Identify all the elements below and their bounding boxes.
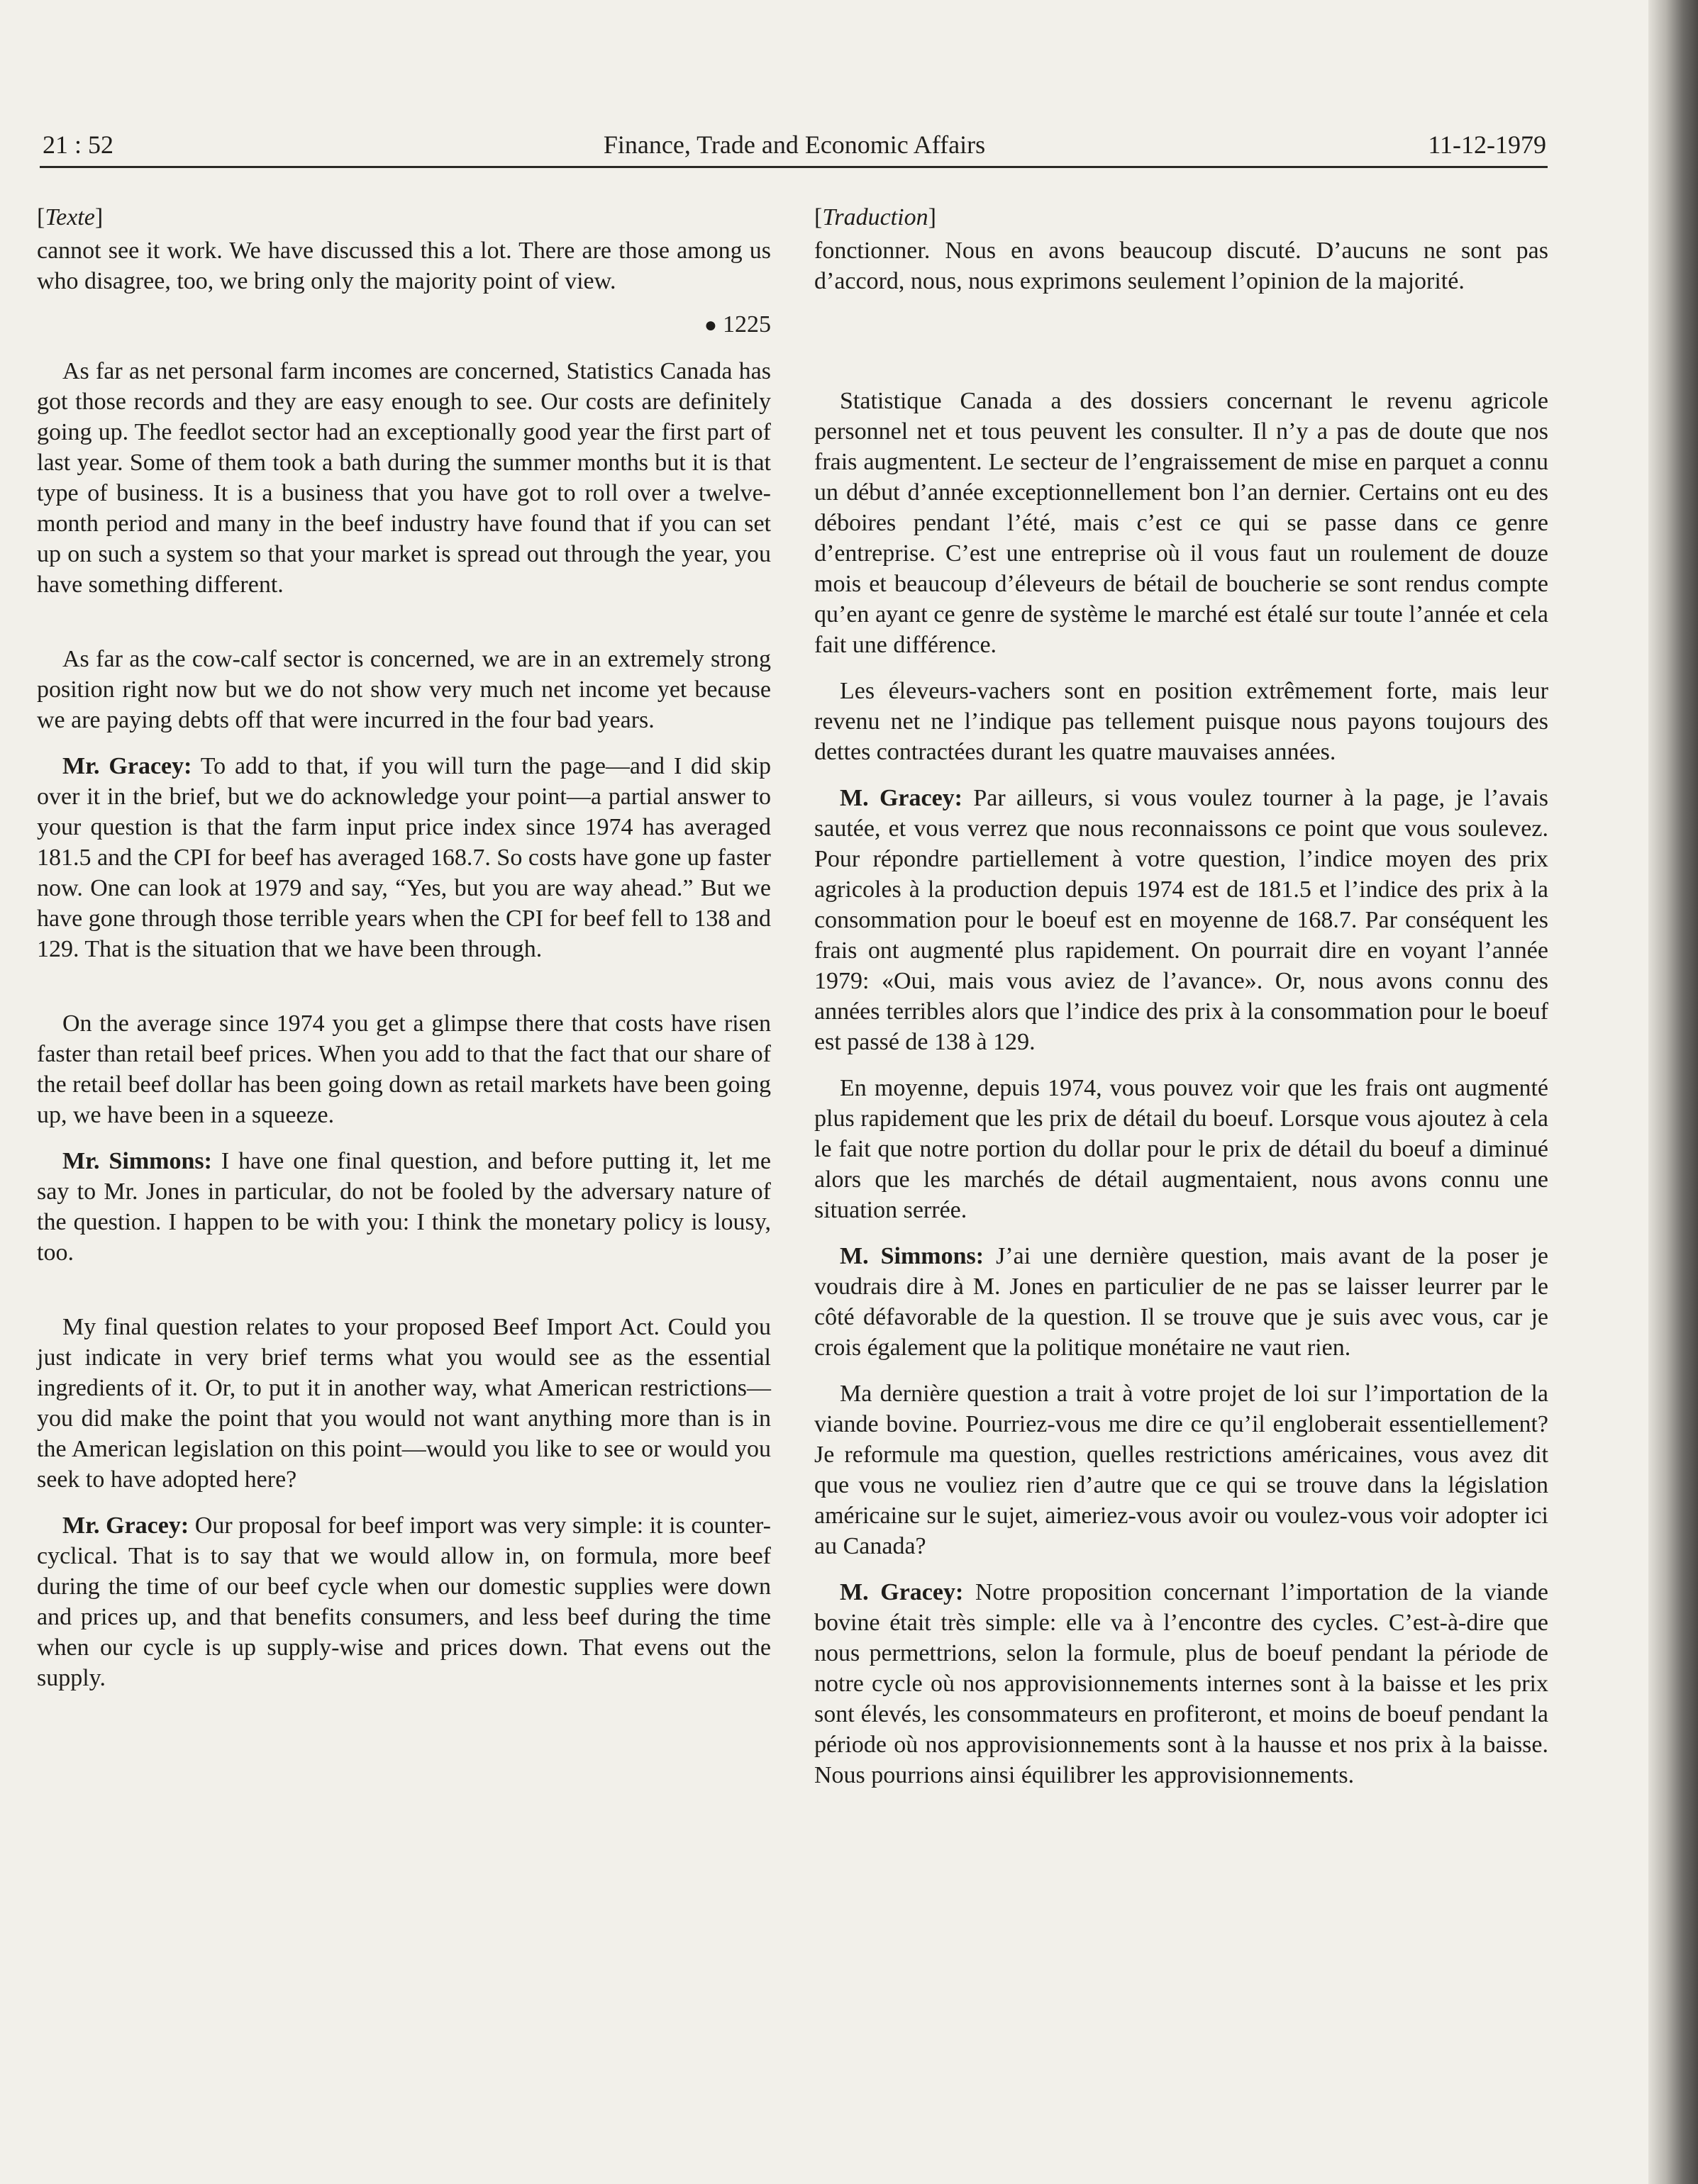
speaker-paragraph: M. Gracey: Notre proposition concernant l’importation de la viande bovine était très simple: elle va à l’encontre des cycles. C’est-à-dire que nous permettrions, selon la formule, plus de boeuf pendant la période de notre cycle où nos approvisionnements internes sont à la baisse et les prix sont élevés, les consommateurs en profiteront, et moins de boeuf pendant la période où nos approvisionnements sont à la hausse et nos prix à la baisse. Nous pourrions ainsi équilibrer les approvisionnements. (814, 1579, 1548, 1788)
paragraph: My final question relates to your proposed Beef Import Act. Could you just indicate in very brief terms what you would see as the essential ingredients of it. Or, to put it in another way, what American restrictions—you did make the point that you would not want anything more than is in the American legislation on this point—would you like to see or would you seek to have adopted here? (37, 1314, 771, 1493)
header-date: 11-12-1979 (1428, 130, 1546, 159)
paragraph: En moyenne, depuis 1974, vous pouvez voir que les frais ont augmenté plus rapidement que les prix de détail du boeuf. Lorsque vous ajoutez à cela le fait que notre portion du dollar pour le prix de détail du boeuf a diminué alors que les marchés de détail augmentaient, nous avons connu une situation serrée. (814, 1075, 1548, 1223)
speaker-name: M. Simmons: (840, 1243, 984, 1269)
bullet-icon: ● (704, 313, 717, 337)
paragraph: As far as net personal farm incomes are concerned, Statistics Canada has got those records and they are easy enough to see. Our costs are definitely going up. The feedlot sector had an exceptionally good year the first part of last year. Some of them took a bath during the summer months but it is that type of business. It is a business that you have got to roll over a twelve-month period and many in the beef industry have found that if you can set up on such a system so that your market is spread out through the year, you have something different. (37, 358, 771, 598)
speaker-name: Mr. Gracey: (62, 753, 192, 779)
paragraph: On the average since 1974 you get a glimpse there that costs have risen faster than retail beef prices. When you add to that the fact that our share of the retail beef dollar has been going down as retail markets have been going up, we have been in a squeeze. (37, 1010, 771, 1128)
speaker-name: Mr. Gracey: (62, 1512, 189, 1539)
paragraph: Statistique Canada a des dossiers concernant le revenu agricole personnel net et tous peuvent les consulter. Il n’y a pas de doute que nos frais augmentent. Le secteur de l’engraissement de mise en parquet a connu un début d’année exceptionnellement bon l’an dernier. Certains ont eu des déboires pendant l’été, mais c’est ce qui se passe dans ce genre d’entreprise. C’est une entreprise où il vous faut un roulement de douze mois et beaucoup d’éleveurs de bétail de boucherie se sont rendus compte qu’en ayant ce genre de système le marché est étalé sur toute l’année et cela fait une différence. (814, 388, 1548, 658)
header-rule (40, 166, 1548, 168)
paragraph: fonctionner. Nous en avons beaucoup discuté. D’aucuns ne sont pas d’accord, nous, nous exprimons seulement l’opinion de la majorité. (814, 238, 1548, 294)
page-header (43, 126, 1546, 163)
speaker-paragraph: M. Simmons: J’ai une dernière question, mais avant de la poser je voudrais dire à M. Jones en particulier de ne pas se laisser leurrer par le côté défavorable de la question. Il se trouve que je suis avec vous, car je crois également que la politique monétaire ne vaut rien. (814, 1243, 1549, 1361)
speaker-name: M. Gracey: (840, 1579, 964, 1605)
speaker-paragraph: Mr. Simmons: I have one final question, and before putting it, let me say to Mr. Jones in particular, do not be fooled by the adversary nature of the question. I happen to be with you: I think the monetary policy is lousy, too. (37, 1148, 772, 1266)
running-title: Finance, Trade and Economic Affairs (603, 130, 986, 159)
paragraph: As far as the cow-calf sector is concerned, we are in an extremely strong position right now but we do not show very much net income yet because we are paying debts off that were incurred in the four bad years. (37, 646, 771, 733)
timestamp: ● 1225 (704, 311, 771, 338)
paragraph: Les éleveurs-vachers sont en position extrêmement forte, mais leur revenu net ne l’indique pas tellement puisque nous payons toujours des dettes contractées durant les quatre mauvaises années. (814, 678, 1548, 765)
speaker-name: Mr. Simmons: (62, 1148, 212, 1174)
english-column (37, 202, 771, 1693)
language-label: [Traduction] (814, 204, 936, 230)
paragraph: Ma dernière question a trait à votre projet de loi sur l’importation de la viande bovine. Pourriez-vous me dire ce qu’il engloberait essentiellement? Je reformule ma question, quelles restrictions américaines, vous avez dit que vous ne vouliez rien d’autre que ce qui se trouve dans la législation américaine sur le sujet, aimeriez-vous avoir ou voulez-vous voir adopter ici au Canada? (814, 1381, 1548, 1559)
page-binding-shadow (1648, 0, 1698, 2184)
paragraph: cannot see it work. We have discussed this a lot. There are those among us who disagree, too, we bring only the majority point of view. (37, 238, 771, 294)
speaker-paragraph: Mr. Gracey: Our proposal for beef import was very simple: it is counter-cyclical. That is to say that we would allow in, on formula, more beef during the time of our beef cycle when our domestic supplies were down and prices up, and that benefits consumers, and less beef during the time when our cycle is up supply-wise and prices down. That evens out the supply. (37, 1512, 772, 1691)
french-column (814, 202, 1548, 1790)
speaker-paragraph: M. Gracey: Par ailleurs, si vous voulez tourner à la page, je l’avais sautée, et vous verrez que nous reconnaissons ce point que vous soulevez. Pour répondre partiellement à votre question, l’indice moyen des prix agricoles à la production depuis 1974 est de 181.5 et l’indice des prix à la consommation pour le boeuf est en moyenne de 168.7. Par conséquent les frais ont augmenté plus rapidement. On pourrait dire en voyant l’année 1979: «Oui, mais vous aviez de l’avance». Or, nous avons connu des années terribles alors que l’indice des prix à la consommation pour le boeuf est passé de 138 à 129. (814, 785, 1549, 1055)
page-folio: 21 : 52 (43, 130, 114, 159)
language-label: [Texte] (37, 204, 104, 230)
speaker-name: M. Gracey: (840, 785, 962, 811)
speaker-paragraph: Mr. Gracey: To add to that, if you will turn the page—and I did skip over it in the brief, but we do acknowledge your point—a partial answer to your question is that the farm input price index since 1974 has averaged 181.5 and the CPI for beef has averaged 168.7. So costs have gone up faster now. One can look at 1979 and say, “Yes, but you are way ahead.” But we have gone through those terrible years when the CPI for beef fell to 138 and 129. That is the situation that we have been through. (37, 753, 771, 962)
